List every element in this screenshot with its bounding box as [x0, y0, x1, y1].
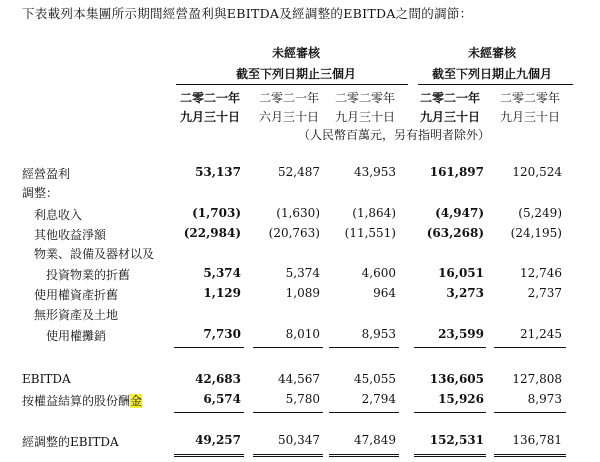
cell: 161,897 [429, 165, 484, 179]
cell: 152,531 [429, 433, 484, 447]
group1-subtitle: 截至下列日期止三個月 [235, 67, 356, 81]
subtotal-rule [174, 347, 244, 348]
col1-year: 二零二一年 [179, 91, 240, 105]
col5-year: 二零二零年 [499, 91, 560, 105]
intro-text: 下表載列本集團所示期間經營盈利與EBITDA及經調整的EBITDA之間的調節： [22, 6, 473, 21]
table-row [0, 184, 600, 202]
group2-title: 未經審核 [467, 46, 516, 60]
cell: 53,137 [195, 165, 241, 179]
cell: (22,984) [183, 226, 241, 240]
table-row [0, 306, 600, 324]
table-row [0, 206, 600, 224]
table-row [0, 245, 600, 263]
col4-date: 九月三十日 [419, 110, 480, 124]
label-text: 按權益結算的股份酬 [22, 394, 131, 408]
row-label: 調整： [22, 186, 59, 200]
cell: 49,257 [195, 433, 241, 447]
cell: (1,630) [276, 206, 320, 220]
cell: 43,953 [354, 165, 396, 179]
subtotal-rule [253, 412, 323, 413]
row-label: 使用權攤銷 [46, 329, 107, 343]
row-label: 無形資產及土地 [34, 308, 119, 322]
subtotal-rule [494, 412, 566, 413]
cell: 7,730 [203, 327, 241, 341]
cell: 1,129 [203, 286, 241, 300]
col4-year: 二零二一年 [419, 91, 480, 105]
cell: 45,055 [354, 372, 396, 386]
cell: 2,737 [527, 286, 562, 300]
row-label [22, 392, 142, 409]
cell: 21,245 [520, 327, 562, 341]
subtotal-rule [414, 412, 486, 413]
total-double-rule [494, 454, 566, 457]
row-label: 其他收益淨額 [34, 228, 107, 242]
col3-year: 二零二零年 [334, 91, 395, 105]
cell: 52,487 [278, 165, 320, 179]
units-note: （人民幣百萬元，另有指明者除外） [297, 128, 490, 142]
col3-date: 九月三十日 [334, 110, 395, 124]
total-double-rule [253, 454, 323, 457]
table-row [0, 286, 600, 304]
subtotal-rule [253, 347, 323, 348]
row-label: EBITDA [22, 372, 71, 386]
subtotal-rule [174, 412, 244, 413]
cell: (5,249) [518, 206, 562, 220]
table-row [0, 433, 600, 451]
cell: 964 [373, 286, 396, 300]
group1-header-rule [176, 84, 408, 85]
table-row [0, 165, 600, 183]
row-label: 經營盈利 [22, 167, 71, 181]
row-label: 經調整的EBITDA [22, 435, 119, 449]
cell: (4,947) [435, 206, 484, 220]
cell: 6,574 [203, 392, 241, 406]
table-row [0, 266, 600, 284]
cell: 12,746 [520, 266, 562, 280]
col5-date: 九月三十日 [499, 110, 560, 124]
table-row [0, 327, 600, 345]
table-row [0, 392, 600, 410]
cell: 47,849 [354, 433, 396, 447]
cell: 2,794 [361, 392, 396, 406]
subtotal-rule [494, 347, 566, 348]
total-double-rule [414, 454, 486, 457]
cell: (63,268) [426, 226, 484, 240]
table-row [0, 372, 600, 390]
cell: 8,973 [527, 392, 562, 406]
cell: (24,195) [510, 226, 562, 240]
highlighted-text: 金 [130, 394, 143, 408]
total-double-rule [174, 454, 244, 457]
cell: 1,089 [285, 286, 320, 300]
cell: 5,780 [285, 392, 320, 406]
cell: 50,347 [278, 433, 320, 447]
row-label: 利息收入 [34, 208, 83, 222]
group1-title: 未經審核 [271, 46, 320, 60]
row-label: 物業、設備及器材以及 [34, 247, 155, 261]
total-double-rule [329, 454, 399, 457]
cell: 5,374 [203, 266, 241, 280]
row-label: 使用權資產折舊 [34, 288, 119, 302]
cell: 4,600 [361, 266, 396, 280]
cell: (11,551) [344, 226, 396, 240]
col2-year: 二零二一年 [258, 91, 319, 105]
table-row [0, 226, 600, 244]
cell: (1,703) [192, 206, 241, 220]
cell: 8,010 [285, 327, 320, 341]
group2-header-rule [418, 84, 573, 85]
cell: 5,374 [285, 266, 320, 280]
cell: 15,926 [438, 392, 484, 406]
group2-subtitle: 截至下列日期止九個月 [431, 67, 552, 81]
col1-date: 九月三十日 [179, 110, 240, 124]
cell: 16,051 [438, 266, 484, 280]
cell: 136,781 [512, 433, 562, 447]
cell: (20,763) [268, 226, 320, 240]
cell: 136,605 [429, 372, 484, 386]
row-label: 投資物業的折舊 [46, 268, 131, 282]
cell: 23,599 [438, 327, 484, 341]
cell: 42,683 [195, 372, 241, 386]
subtotal-rule [329, 347, 399, 348]
cell: 120,524 [512, 165, 562, 179]
cell: (1,864) [352, 206, 396, 220]
cell: 3,273 [446, 286, 484, 300]
col2-date: 六月三十日 [258, 110, 319, 124]
subtotal-rule [329, 412, 399, 413]
cell: 44,567 [278, 372, 320, 386]
cell: 127,808 [512, 372, 562, 386]
subtotal-rule [414, 347, 486, 348]
cell: 8,953 [361, 327, 396, 341]
